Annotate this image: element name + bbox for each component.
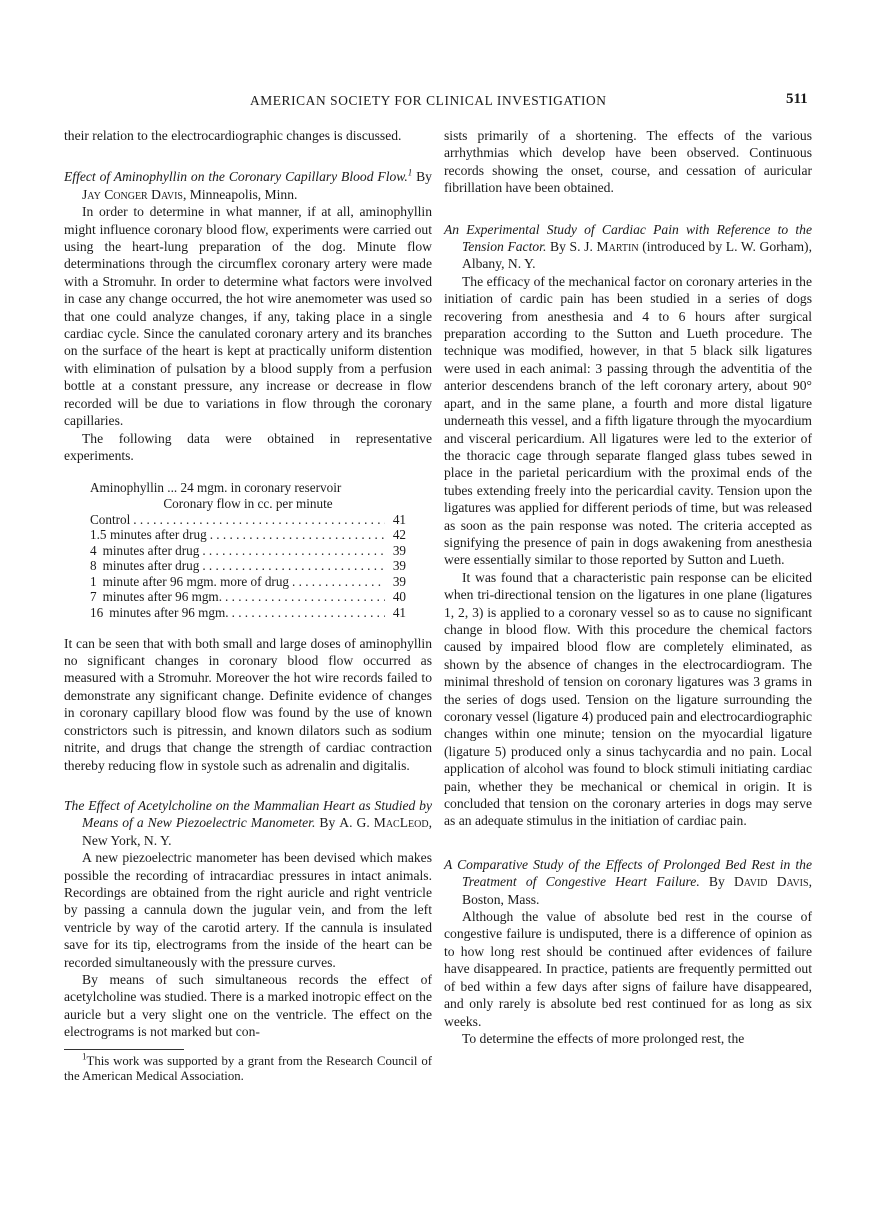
footnote bbox=[64, 1051, 432, 1085]
title-text: An Experimental Study of Cardiac Pain with Reference to the Tension Factor. bbox=[444, 221, 812, 255]
abstract-title-cardiac-pain bbox=[444, 221, 812, 273]
author-place: (introduced by L. W. Gorham), Albany, N. Y. bbox=[462, 239, 812, 272]
body-paragraph: The following data were obtained in representative experiments. bbox=[64, 430, 432, 463]
row-number: 8 bbox=[90, 558, 97, 574]
footnote-rule bbox=[64, 1049, 184, 1050]
body-paragraph: Although the value of absolute bed rest in the course of congestive failure is undisputed, there is a difference of opinion as to how long rest should be continued after evidences of failure have disappeared. In practice, patients are frequently permitted out of bed within a few days after signs of failure have disappeared, and only rarely is absolute bed rest continued for as long as six weeks. bbox=[444, 909, 812, 1029]
table-row bbox=[90, 589, 406, 605]
row-label: minutes after drug bbox=[110, 527, 207, 543]
body-paragraph: It can be seen that with both small and large doses of aminophyllin no significant changes in coronary blood flow occurred as measured with a Stromuhr. Moreover the hot wire records failed to demonstrate any significant change. Definite evidence of changes in coronary capillary blood flow was found by the use of known constrictors such is pitressin, and known dilators such as sodium nitrite, and drugs that change the strength of cardiac contraction thereby reducing flow in systole such as adrenalin and digitalis. bbox=[64, 635, 432, 773]
author-place: , New York, N. Y. bbox=[82, 815, 432, 848]
row-value: 41 bbox=[392, 605, 406, 621]
abstract-title-bed-rest bbox=[444, 856, 812, 908]
body-paragraph: The efficacy of the mechanical factor on coronary arteries in the initiation of cardic pain has been studied in a series of dogs recovering from anesthesia and 4 to 6 hours after surgical preparation according to the Sutton and Lueth procedure. The technique was modified, however, in that 5 black silk ligatures were used in each animal: 3 passing through the adventitia of the anterior descendens branch of the left coronary artery, about 90° apart, and in the same plane, a fourth and more distal ligature underneath this vessel, and a fifth ligature through the myocardium and visceral pericardium. All ligatures were led to the exterior of the thoracic cage through separate flanged glass tubes sewed in place in the parietal pericardium with the proximal ends of the tubes extending freely into the pericardial cavity. Tension upon the ligatures was applied for different periods of time, but was released as soon as the pain response was noted. The criteria accepted as signifying the presence of pain in dogs awakening from anesthesia were essentially similar to those reported by Sutton and Lueth. bbox=[444, 273, 812, 568]
row-number: 16 bbox=[90, 605, 104, 621]
title-text: The Effect of Acetylcholine on the Mammalian Heart as Studied by Means of a New Piezoelectric Manometer. bbox=[64, 797, 432, 831]
row-value: 39 bbox=[392, 573, 406, 589]
left-column bbox=[64, 127, 432, 1085]
row-value: 40 bbox=[392, 589, 406, 605]
table-subcaption: Coronary flow in cc. per minute bbox=[163, 495, 333, 511]
row-label: minute after 96 mgm. more of drug bbox=[102, 573, 290, 589]
author-place: , Boston, Mass. bbox=[462, 874, 812, 907]
by-word: By bbox=[708, 874, 725, 890]
row-value: 42 bbox=[392, 527, 406, 543]
table-caption: Aminophyllin ... 24 mgm. in coronary reservoir bbox=[90, 480, 342, 496]
author-name: Jay Conger Davis bbox=[82, 186, 183, 202]
right-column bbox=[444, 127, 812, 1047]
footnote-text: This work was supported by a grant from the Research Council of the American Medical Association. bbox=[64, 1053, 432, 1084]
author-place: , Minneapolis, Minn. bbox=[183, 186, 298, 202]
by-word: By bbox=[416, 169, 432, 185]
row-number: 1 bbox=[90, 573, 97, 589]
body-paragraph: To determine the effects of more prolonged rest, the bbox=[462, 1030, 745, 1046]
flow-data-table bbox=[90, 480, 406, 620]
author-name: S. J. Martin bbox=[569, 239, 639, 255]
row-label: minutes after 96 mgm. bbox=[102, 589, 222, 605]
row-number: 4 bbox=[90, 542, 97, 558]
row-label: minutes after drug bbox=[102, 542, 200, 558]
page-number: 511 bbox=[786, 91, 808, 107]
table-row bbox=[90, 574, 406, 590]
running-header bbox=[0, 93, 875, 111]
row-value: 39 bbox=[392, 558, 406, 574]
body-paragraph: In order to determine in what manner, if at all, aminophyllin might influence coronary blood flow, experiments were carried out using the heart-lung preparation of the dog. Minute flow determinations through the circumflex coronary artery were made with a Stromuhr. In order to determine what factors were involved in case any change occurred, the hot wire anemometer was used so that one could analyze changes, if any, taking place in a single cardiac cycle. Since the canulated coronary artery and its branches on the surface of the heart is kept at practically uniform distention with elimination of pulsation by a blood supply from a perfusion bottle at a constant pressure, any increase or decrease in flow recorded will be due to variations in flow through the coronary capillaries. bbox=[64, 204, 432, 429]
abstract-title-acetylcholine bbox=[64, 797, 432, 849]
row-label: Control bbox=[90, 511, 131, 527]
body-paragraph: A new piezoelectric manometer has been devised which makes possible the recording of intracardiac pressures in intact animals. Recordings are obtained from the right auricle and right ventricle by passing a cannula down the jugular vein, and from the left ventricle by way of the carotid artery. If the cannula is insulated save for its tip, electrograms from the inside of the heart can be recorded simultaneously with the pressure curves. bbox=[64, 850, 432, 970]
author-name: David Davis bbox=[733, 874, 809, 890]
row-value: 41 bbox=[392, 511, 406, 527]
row-value: 39 bbox=[392, 542, 406, 558]
body-paragraph: By means of such simultaneous records the effect of acetylcholine was studied. There is a marked inotropic effect on the auricle but a very slight one on the ventricle. The effect on the electrograms is not marked but con- bbox=[64, 971, 432, 1040]
row-number: 1.5 bbox=[90, 527, 107, 543]
continued-paragraph: their relation to the electrocardiographic changes is discussed. bbox=[64, 128, 402, 143]
running-head-title: AMERICAN SOCIETY FOR CLINICAL INVESTIGATION bbox=[250, 93, 607, 108]
title-text: Effect of Aminophyllin on the Coronary Capillary Blood Flow. bbox=[64, 169, 408, 185]
footnote-marker: 1 bbox=[407, 167, 413, 178]
table-row bbox=[90, 527, 406, 543]
author-name: A. G. MacLeod bbox=[339, 815, 429, 831]
footnote-marker: 1 bbox=[82, 1051, 87, 1062]
body-paragraph: It was found that a characteristic pain response can be elicited when tri-directional tension on the ligatures in one plane (ligatures 1, 2, 3) is applied to a coronary vessel so as to cause no significant change in blood flow. With this procedure the chemical factors caused by impaired blood flow are completely eliminated, as shown by the absence of changes in the electrocardiogram. The minimal threshold of tension on coronary ligatures was 3 grams in the series of dogs used. Tension on the ligature surrounding the coronary vessel (ligature 4) produced pain and electrocardiographic changes within one minute; tension on the myocardial ligature (ligature 5) produced only a sinus tachycardia and no pain. Local application of alcohol was found to block stimuli initiating cardiac pain, whether they be mechanical or chemical in origin. It is concluded that tension on the coronary arteries in dogs may serve as an adequate stimulus in the initiation of cardiac pain. bbox=[444, 569, 813, 829]
row-label: minutes after 96 mgm. bbox=[109, 605, 229, 621]
table-row bbox=[90, 605, 406, 621]
row-number: 7 bbox=[90, 589, 97, 605]
row-label: minutes after drug bbox=[102, 558, 200, 574]
by-word: By bbox=[550, 239, 566, 255]
abstract-title-aminophyllin bbox=[64, 168, 432, 203]
table-row bbox=[90, 558, 406, 574]
by-word: By bbox=[319, 815, 336, 831]
title-text: A Comparative Study of the Effects of Prolonged Bed Rest in the Treatment of Congestive Heart Failure. bbox=[444, 856, 812, 890]
table-row bbox=[90, 512, 406, 528]
table-row bbox=[90, 543, 406, 559]
continued-paragraph: sists primarily of a shortening. The effects of the various arrhythmias which develop have been observed. Continuous records showing the onset, course, and cessation of auricular fibrillation have been obtained. bbox=[444, 128, 812, 196]
